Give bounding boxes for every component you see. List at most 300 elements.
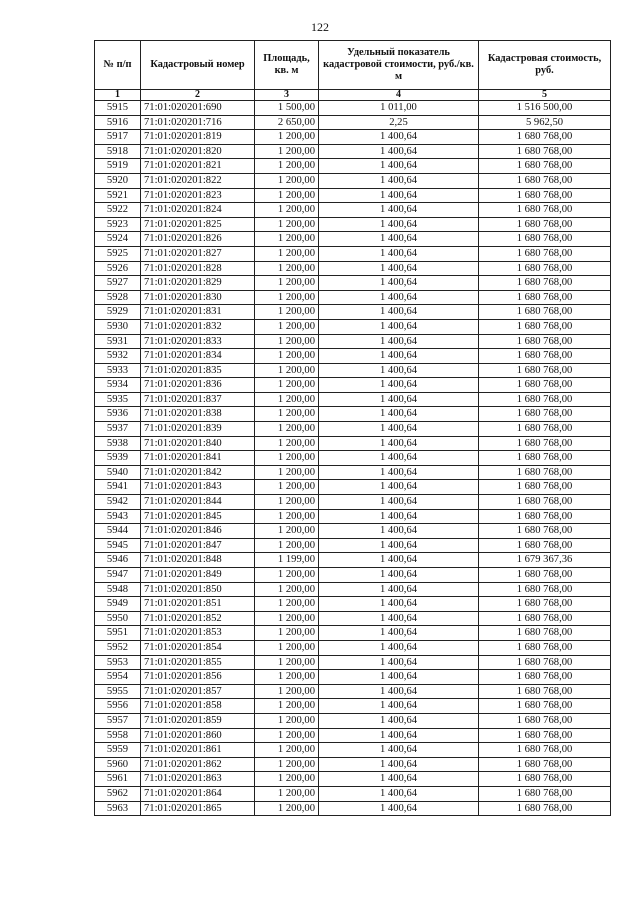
cell-cadastral-number: 71:01:020201:834 xyxy=(141,349,255,364)
cell-index: 5916 xyxy=(95,115,141,130)
cell-index: 5919 xyxy=(95,159,141,174)
cell-cadastral-number: 71:01:020201:835 xyxy=(141,363,255,378)
cell-area: 1 200,00 xyxy=(255,319,319,334)
header-area: Площадь, кв. м xyxy=(255,41,319,90)
cell-cadastral-value: 1 680 768,00 xyxy=(479,144,611,159)
cell-unit-value: 1 400,64 xyxy=(319,436,479,451)
cell-cadastral-value: 1 680 768,00 xyxy=(479,349,611,364)
table-row xyxy=(95,188,611,203)
cell-area: 1 200,00 xyxy=(255,130,319,145)
cell-cadastral-value: 1 680 768,00 xyxy=(479,378,611,393)
cell-cadastral-value: 1 680 768,00 xyxy=(479,363,611,378)
cell-index: 5944 xyxy=(95,524,141,539)
cell-cadastral-number: 71:01:020201:864 xyxy=(141,786,255,801)
table-row xyxy=(95,640,611,655)
header-unit-value: Удельный показатель кадастровой стоимости, руб./кв. м xyxy=(319,41,479,90)
cell-index: 5940 xyxy=(95,465,141,480)
table-row xyxy=(95,538,611,553)
cell-area: 1 200,00 xyxy=(255,713,319,728)
cadastral-table xyxy=(94,40,611,816)
cell-unit-value: 1 400,64 xyxy=(319,728,479,743)
cell-cadastral-value: 1 680 768,00 xyxy=(479,713,611,728)
cell-area: 1 200,00 xyxy=(255,597,319,612)
cell-cadastral-number: 71:01:020201:690 xyxy=(141,101,255,116)
cell-unit-value: 1 400,64 xyxy=(319,553,479,568)
cell-cadastral-value: 1 680 768,00 xyxy=(479,451,611,466)
cell-area: 1 200,00 xyxy=(255,801,319,816)
cell-area: 1 200,00 xyxy=(255,495,319,510)
table-row xyxy=(95,246,611,261)
cell-cadastral-number: 71:01:020201:860 xyxy=(141,728,255,743)
cell-area: 1 200,00 xyxy=(255,436,319,451)
cell-index: 5925 xyxy=(95,246,141,261)
cell-area: 1 200,00 xyxy=(255,538,319,553)
cell-area: 1 200,00 xyxy=(255,276,319,291)
table-row xyxy=(95,290,611,305)
cell-cadastral-number: 71:01:020201:858 xyxy=(141,699,255,714)
cell-cadastral-value: 1 680 768,00 xyxy=(479,203,611,218)
cell-cadastral-value: 1 680 768,00 xyxy=(479,640,611,655)
cell-unit-value: 1 400,64 xyxy=(319,495,479,510)
table-body xyxy=(95,101,611,816)
cell-cadastral-number: 71:01:020201:832 xyxy=(141,319,255,334)
header-row xyxy=(95,41,611,90)
cell-unit-value: 1 400,64 xyxy=(319,246,479,261)
table-row xyxy=(95,553,611,568)
cell-unit-value: 1 400,64 xyxy=(319,422,479,437)
table-row xyxy=(95,261,611,276)
cell-cadastral-value: 1 680 768,00 xyxy=(479,480,611,495)
cell-area: 1 200,00 xyxy=(255,392,319,407)
table-row xyxy=(95,524,611,539)
cell-cadastral-value: 1 680 768,00 xyxy=(479,276,611,291)
cell-cadastral-number: 71:01:020201:829 xyxy=(141,276,255,291)
cell-unit-value: 1 400,64 xyxy=(319,757,479,772)
cell-cadastral-value: 1 680 768,00 xyxy=(479,261,611,276)
cell-index: 5935 xyxy=(95,392,141,407)
cell-cadastral-value: 1 680 768,00 xyxy=(479,524,611,539)
cell-cadastral-number: 71:01:020201:861 xyxy=(141,743,255,758)
cell-cadastral-value: 1 680 768,00 xyxy=(479,655,611,670)
table-row xyxy=(95,451,611,466)
cell-cadastral-value: 1 680 768,00 xyxy=(479,290,611,305)
cell-cadastral-number: 71:01:020201:840 xyxy=(141,436,255,451)
cell-unit-value: 1 400,64 xyxy=(319,130,479,145)
cell-index: 5959 xyxy=(95,743,141,758)
table-row xyxy=(95,611,611,626)
cell-unit-value: 1 400,64 xyxy=(319,159,479,174)
cell-cadastral-number: 71:01:020201:865 xyxy=(141,801,255,816)
cell-unit-value: 1 400,64 xyxy=(319,144,479,159)
cell-area: 1 200,00 xyxy=(255,173,319,188)
cell-index: 5917 xyxy=(95,130,141,145)
cell-unit-value: 1 400,64 xyxy=(319,582,479,597)
cell-area: 1 200,00 xyxy=(255,786,319,801)
cell-area: 1 200,00 xyxy=(255,451,319,466)
table-row xyxy=(95,757,611,772)
table-row xyxy=(95,728,611,743)
cell-cadastral-value: 5 962,50 xyxy=(479,115,611,130)
cell-index: 5932 xyxy=(95,349,141,364)
cell-cadastral-value: 1 680 768,00 xyxy=(479,582,611,597)
cell-area: 1 200,00 xyxy=(255,568,319,583)
table-row xyxy=(95,363,611,378)
cell-index: 5937 xyxy=(95,422,141,437)
cell-cadastral-number: 71:01:020201:850 xyxy=(141,582,255,597)
cell-index: 5924 xyxy=(95,232,141,247)
table-row xyxy=(95,786,611,801)
cell-unit-value: 1 400,64 xyxy=(319,699,479,714)
cell-cadastral-value: 1 680 768,00 xyxy=(479,334,611,349)
cell-area: 1 199,00 xyxy=(255,553,319,568)
column-number: 5 xyxy=(479,90,611,101)
cell-cadastral-number: 71:01:020201:826 xyxy=(141,232,255,247)
cell-index: 5939 xyxy=(95,451,141,466)
cell-cadastral-number: 71:01:020201:857 xyxy=(141,684,255,699)
table-row xyxy=(95,392,611,407)
cell-cadastral-number: 71:01:020201:823 xyxy=(141,188,255,203)
cell-unit-value: 1 400,64 xyxy=(319,305,479,320)
cell-index: 5962 xyxy=(95,786,141,801)
cell-area: 1 200,00 xyxy=(255,611,319,626)
table-header xyxy=(95,41,611,101)
cell-area: 1 200,00 xyxy=(255,480,319,495)
cell-index: 5915 xyxy=(95,101,141,116)
cell-index: 5943 xyxy=(95,509,141,524)
cell-cadastral-value: 1 516 500,00 xyxy=(479,101,611,116)
cell-cadastral-number: 71:01:020201:833 xyxy=(141,334,255,349)
cell-index: 5958 xyxy=(95,728,141,743)
header-cadastral-value: Кадастровая стоимость, руб. xyxy=(479,41,611,90)
cell-cadastral-value: 1 680 768,00 xyxy=(479,509,611,524)
table-row xyxy=(95,670,611,685)
cell-index: 5929 xyxy=(95,305,141,320)
cell-area: 1 200,00 xyxy=(255,203,319,218)
header-index: № п/п xyxy=(95,41,141,90)
cell-cadastral-number: 71:01:020201:820 xyxy=(141,144,255,159)
cell-unit-value: 1 400,64 xyxy=(319,319,479,334)
cell-cadastral-number: 71:01:020201:853 xyxy=(141,626,255,641)
cell-area: 1 200,00 xyxy=(255,772,319,787)
table-row xyxy=(95,101,611,116)
cell-cadastral-number: 71:01:020201:821 xyxy=(141,159,255,174)
cell-index: 5955 xyxy=(95,684,141,699)
table-row xyxy=(95,684,611,699)
table-row xyxy=(95,626,611,641)
cell-unit-value: 1 400,64 xyxy=(319,173,479,188)
cell-unit-value: 1 400,64 xyxy=(319,524,479,539)
cell-cadastral-value: 1 680 768,00 xyxy=(479,465,611,480)
cell-cadastral-value: 1 680 768,00 xyxy=(479,422,611,437)
table-row xyxy=(95,144,611,159)
cell-cadastral-value: 1 680 768,00 xyxy=(479,436,611,451)
table-row xyxy=(95,699,611,714)
cell-unit-value: 1 400,64 xyxy=(319,290,479,305)
cell-unit-value: 1 400,64 xyxy=(319,188,479,203)
column-number: 2 xyxy=(141,90,255,101)
table-row xyxy=(95,713,611,728)
cell-cadastral-value: 1 680 768,00 xyxy=(479,772,611,787)
table-row xyxy=(95,203,611,218)
cell-unit-value: 1 400,64 xyxy=(319,626,479,641)
cell-unit-value: 1 400,64 xyxy=(319,670,479,685)
cell-area: 1 200,00 xyxy=(255,465,319,480)
cell-cadastral-number: 71:01:020201:842 xyxy=(141,465,255,480)
cell-unit-value: 1 400,64 xyxy=(319,334,479,349)
cell-area: 1 200,00 xyxy=(255,378,319,393)
table-row xyxy=(95,509,611,524)
cell-cadastral-value: 1 680 768,00 xyxy=(479,217,611,232)
cell-area: 1 200,00 xyxy=(255,363,319,378)
page-number: 122 xyxy=(311,20,329,34)
cell-area: 1 200,00 xyxy=(255,524,319,539)
cell-unit-value: 1 400,64 xyxy=(319,217,479,232)
cell-area: 1 200,00 xyxy=(255,699,319,714)
cell-cadastral-value: 1 680 768,00 xyxy=(479,495,611,510)
cell-cadastral-number: 71:01:020201:819 xyxy=(141,130,255,145)
cell-unit-value: 1 400,64 xyxy=(319,743,479,758)
cell-index: 5952 xyxy=(95,640,141,655)
table-row xyxy=(95,568,611,583)
header-cadastral-number: Кадастровый номер xyxy=(141,41,255,90)
cell-unit-value: 1 400,64 xyxy=(319,684,479,699)
cell-cadastral-value: 1 680 768,00 xyxy=(479,757,611,772)
cell-cadastral-number: 71:01:020201:844 xyxy=(141,495,255,510)
cell-cadastral-value: 1 680 768,00 xyxy=(479,392,611,407)
cell-cadastral-value: 1 680 768,00 xyxy=(479,597,611,612)
table-row xyxy=(95,276,611,291)
cell-unit-value: 1 400,64 xyxy=(319,451,479,466)
table-row xyxy=(95,232,611,247)
cell-index: 5918 xyxy=(95,144,141,159)
cell-unit-value: 1 400,64 xyxy=(319,349,479,364)
cell-cadastral-value: 1 680 768,00 xyxy=(479,626,611,641)
cell-index: 5954 xyxy=(95,670,141,685)
table-row xyxy=(95,495,611,510)
cell-cadastral-number: 71:01:020201:847 xyxy=(141,538,255,553)
cell-unit-value: 1 400,64 xyxy=(319,597,479,612)
cell-cadastral-number: 71:01:020201:851 xyxy=(141,597,255,612)
cell-unit-value: 1 400,64 xyxy=(319,611,479,626)
cell-cadastral-number: 71:01:020201:856 xyxy=(141,670,255,685)
table-row xyxy=(95,115,611,130)
cell-index: 5920 xyxy=(95,173,141,188)
cell-area: 1 200,00 xyxy=(255,684,319,699)
cell-index: 5941 xyxy=(95,480,141,495)
cell-unit-value: 1 400,64 xyxy=(319,568,479,583)
cell-index: 5934 xyxy=(95,378,141,393)
cell-area: 1 200,00 xyxy=(255,757,319,772)
table-row xyxy=(95,349,611,364)
cell-unit-value: 1 400,64 xyxy=(319,363,479,378)
cell-cadastral-value: 1 680 768,00 xyxy=(479,538,611,553)
cell-area: 1 200,00 xyxy=(255,217,319,232)
table-row xyxy=(95,407,611,422)
cell-cadastral-number: 71:01:020201:841 xyxy=(141,451,255,466)
cell-index: 5953 xyxy=(95,655,141,670)
cell-cadastral-number: 71:01:020201:825 xyxy=(141,217,255,232)
cell-cadastral-number: 71:01:020201:855 xyxy=(141,655,255,670)
table-row xyxy=(95,159,611,174)
cell-cadastral-number: 71:01:020201:863 xyxy=(141,772,255,787)
cell-cadastral-number: 71:01:020201:837 xyxy=(141,392,255,407)
table-row xyxy=(95,772,611,787)
cell-unit-value: 1 400,64 xyxy=(319,801,479,816)
table-row xyxy=(95,305,611,320)
column-number: 3 xyxy=(255,90,319,101)
cell-area: 1 200,00 xyxy=(255,422,319,437)
cell-area: 1 500,00 xyxy=(255,101,319,116)
cell-cadastral-value: 1 680 768,00 xyxy=(479,568,611,583)
cell-index: 5922 xyxy=(95,203,141,218)
table-row xyxy=(95,801,611,816)
cell-unit-value: 1 400,64 xyxy=(319,655,479,670)
table-row xyxy=(95,436,611,451)
cell-cadastral-value: 1 680 768,00 xyxy=(479,407,611,422)
column-number-row xyxy=(95,90,611,101)
cell-cadastral-number: 71:01:020201:845 xyxy=(141,509,255,524)
cell-index: 5927 xyxy=(95,276,141,291)
cell-cadastral-number: 71:01:020201:824 xyxy=(141,203,255,218)
cell-area: 1 200,00 xyxy=(255,246,319,261)
cell-area: 1 200,00 xyxy=(255,349,319,364)
cell-area: 1 200,00 xyxy=(255,144,319,159)
cell-area: 1 200,00 xyxy=(255,509,319,524)
cell-index: 5956 xyxy=(95,699,141,714)
cell-area: 1 200,00 xyxy=(255,407,319,422)
cell-unit-value: 1 400,64 xyxy=(319,392,479,407)
cell-unit-value: 1 400,64 xyxy=(319,465,479,480)
cell-area: 1 200,00 xyxy=(255,743,319,758)
cell-index: 5930 xyxy=(95,319,141,334)
cell-area: 1 200,00 xyxy=(255,640,319,655)
cell-index: 5926 xyxy=(95,261,141,276)
cell-area: 1 200,00 xyxy=(255,655,319,670)
cell-cadastral-number: 71:01:020201:859 xyxy=(141,713,255,728)
cell-index: 5960 xyxy=(95,757,141,772)
cell-cadastral-value: 1 680 768,00 xyxy=(479,801,611,816)
table-row xyxy=(95,655,611,670)
cell-unit-value: 1 400,64 xyxy=(319,203,479,218)
cell-index: 5931 xyxy=(95,334,141,349)
cell-index: 5921 xyxy=(95,188,141,203)
cell-area: 1 200,00 xyxy=(255,232,319,247)
cell-cadastral-number: 71:01:020201:822 xyxy=(141,173,255,188)
cell-index: 5951 xyxy=(95,626,141,641)
cell-index: 5957 xyxy=(95,713,141,728)
cell-index: 5938 xyxy=(95,436,141,451)
table-row xyxy=(95,334,611,349)
column-number: 4 xyxy=(319,90,479,101)
cell-unit-value: 1 400,64 xyxy=(319,378,479,393)
cell-cadastral-number: 71:01:020201:838 xyxy=(141,407,255,422)
cell-index: 5946 xyxy=(95,553,141,568)
cell-cadastral-value: 1 680 768,00 xyxy=(479,173,611,188)
cell-cadastral-number: 71:01:020201:852 xyxy=(141,611,255,626)
cell-cadastral-number: 71:01:020201:846 xyxy=(141,524,255,539)
table-row xyxy=(95,319,611,334)
cell-unit-value: 1 400,64 xyxy=(319,538,479,553)
cell-cadastral-number: 71:01:020201:827 xyxy=(141,246,255,261)
cell-unit-value: 1 400,64 xyxy=(319,480,479,495)
cell-cadastral-number: 71:01:020201:836 xyxy=(141,378,255,393)
table-row xyxy=(95,173,611,188)
cell-index: 5961 xyxy=(95,772,141,787)
cell-cadastral-number: 71:01:020201:831 xyxy=(141,305,255,320)
cell-area: 1 200,00 xyxy=(255,305,319,320)
cell-unit-value: 1 400,64 xyxy=(319,509,479,524)
cell-area: 1 200,00 xyxy=(255,728,319,743)
cell-area: 1 200,00 xyxy=(255,626,319,641)
cell-cadastral-number: 71:01:020201:843 xyxy=(141,480,255,495)
table-row xyxy=(95,378,611,393)
cell-cadastral-number: 71:01:020201:828 xyxy=(141,261,255,276)
cell-unit-value: 1 400,64 xyxy=(319,640,479,655)
cell-index: 5942 xyxy=(95,495,141,510)
table-row xyxy=(95,480,611,495)
cell-cadastral-number: 71:01:020201:716 xyxy=(141,115,255,130)
cell-area: 1 200,00 xyxy=(255,334,319,349)
cell-cadastral-value: 1 680 768,00 xyxy=(479,188,611,203)
cell-unit-value: 1 400,64 xyxy=(319,261,479,276)
cell-area: 1 200,00 xyxy=(255,188,319,203)
cell-cadastral-number: 71:01:020201:839 xyxy=(141,422,255,437)
cell-cadastral-value: 1 680 768,00 xyxy=(479,699,611,714)
cell-unit-value: 1 400,64 xyxy=(319,713,479,728)
cell-cadastral-value: 1 680 768,00 xyxy=(479,319,611,334)
cell-cadastral-number: 71:01:020201:849 xyxy=(141,568,255,583)
cell-cadastral-value: 1 680 768,00 xyxy=(479,728,611,743)
cell-index: 5928 xyxy=(95,290,141,305)
cell-cadastral-value: 1 680 768,00 xyxy=(479,246,611,261)
cell-unit-value: 1 011,00 xyxy=(319,101,479,116)
table-row xyxy=(95,743,611,758)
cell-cadastral-value: 1 680 768,00 xyxy=(479,684,611,699)
cell-cadastral-value: 1 679 367,36 xyxy=(479,553,611,568)
cell-area: 1 200,00 xyxy=(255,261,319,276)
cell-area: 1 200,00 xyxy=(255,290,319,305)
cell-index: 5936 xyxy=(95,407,141,422)
cell-index: 5948 xyxy=(95,582,141,597)
cell-area: 2 650,00 xyxy=(255,115,319,130)
cell-cadastral-value: 1 680 768,00 xyxy=(479,611,611,626)
table-row xyxy=(95,130,611,145)
cell-unit-value: 1 400,64 xyxy=(319,786,479,801)
cell-cadastral-number: 71:01:020201:862 xyxy=(141,757,255,772)
cell-cadastral-value: 1 680 768,00 xyxy=(479,743,611,758)
cell-cadastral-value: 1 680 768,00 xyxy=(479,786,611,801)
cell-unit-value: 2,25 xyxy=(319,115,479,130)
cell-index: 5945 xyxy=(95,538,141,553)
cell-cadastral-value: 1 680 768,00 xyxy=(479,130,611,145)
table-row xyxy=(95,597,611,612)
cell-cadastral-value: 1 680 768,00 xyxy=(479,305,611,320)
cell-cadastral-value: 1 680 768,00 xyxy=(479,670,611,685)
cell-unit-value: 1 400,64 xyxy=(319,772,479,787)
table-row xyxy=(95,422,611,437)
cell-cadastral-number: 71:01:020201:848 xyxy=(141,553,255,568)
cell-area: 1 200,00 xyxy=(255,670,319,685)
cell-index: 5947 xyxy=(95,568,141,583)
cell-area: 1 200,00 xyxy=(255,582,319,597)
cell-index: 5963 xyxy=(95,801,141,816)
cell-cadastral-value: 1 680 768,00 xyxy=(479,232,611,247)
cell-area: 1 200,00 xyxy=(255,159,319,174)
cell-unit-value: 1 400,64 xyxy=(319,407,479,422)
column-number: 1 xyxy=(95,90,141,101)
cell-unit-value: 1 400,64 xyxy=(319,276,479,291)
cell-cadastral-number: 71:01:020201:854 xyxy=(141,640,255,655)
